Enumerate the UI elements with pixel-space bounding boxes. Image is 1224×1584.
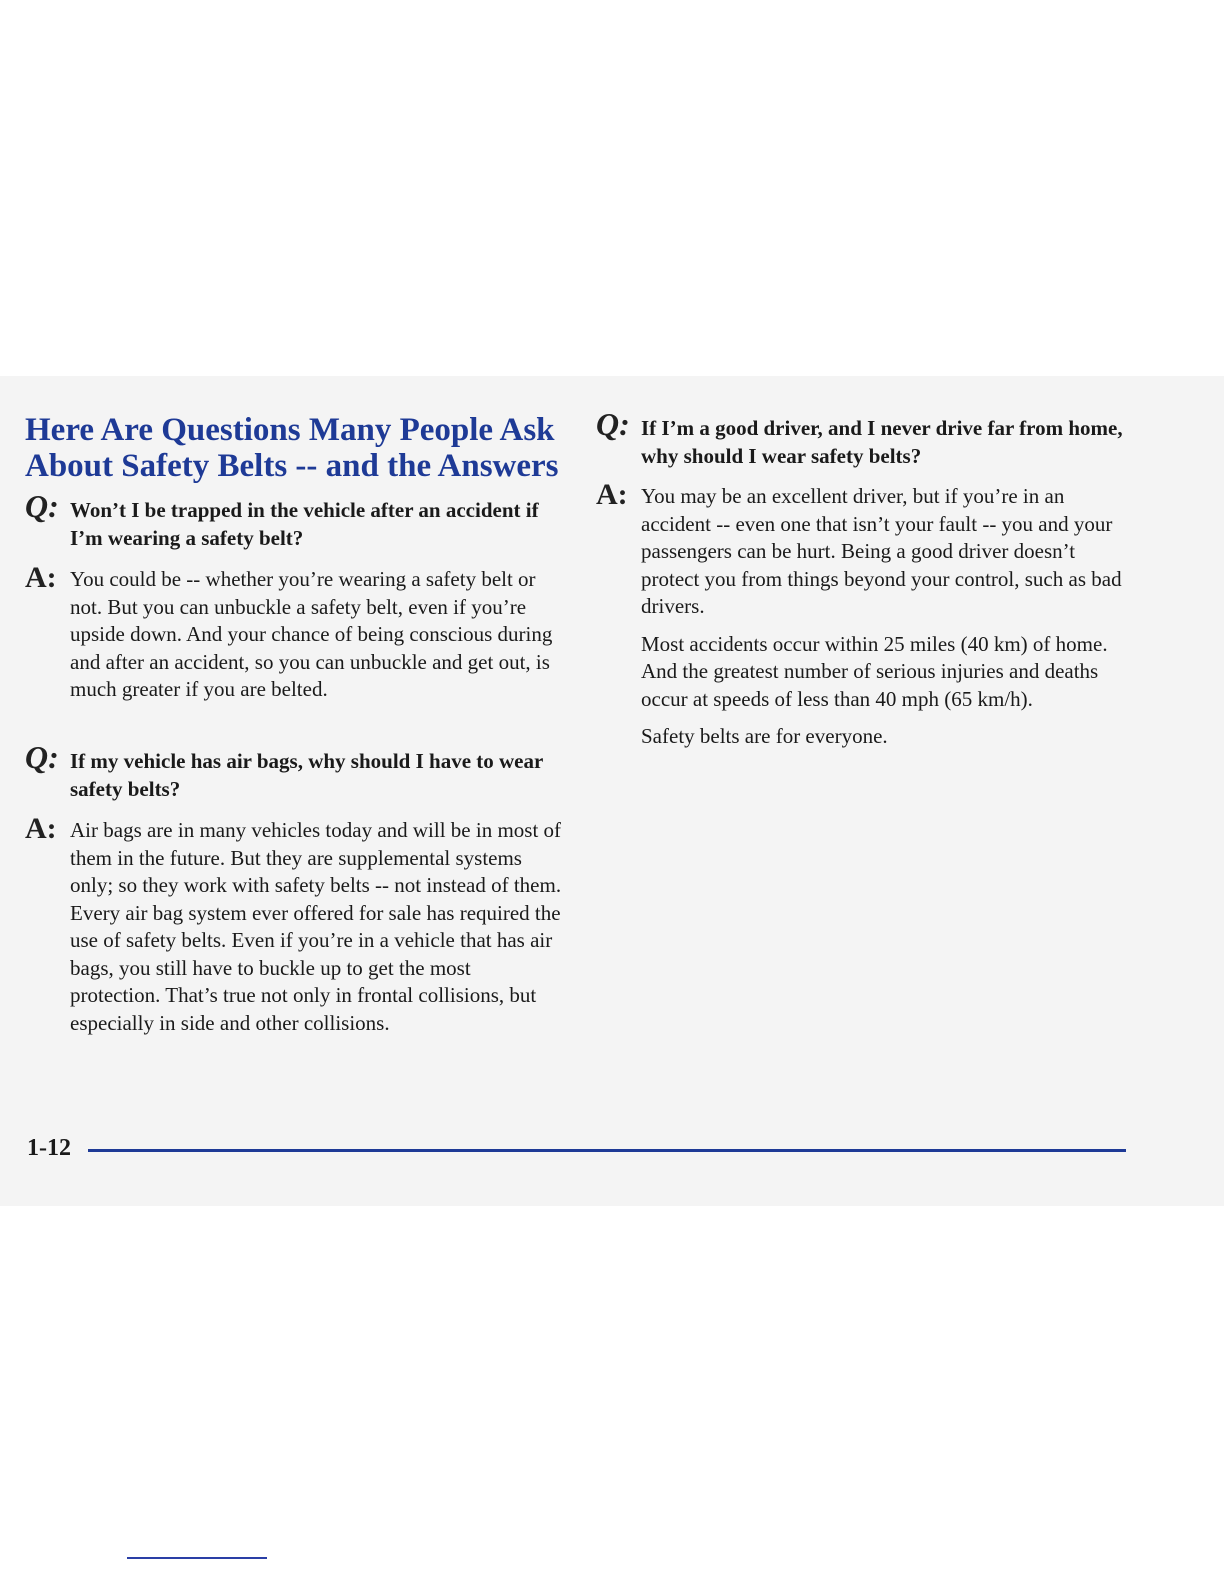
answer-marker: A: — [25, 561, 57, 594]
answer-paragraph: You could be -- whether you’re wearing a safety belt or not. But you can unbuckle a safety belt, even if you’re upside down. And your chance of being conscious during and after an accident, so you can unbuckle and get out, is much greater if you are belted. — [70, 567, 553, 701]
question-text: If my vehicle has air bags, why should I have to wear safety belts? — [70, 749, 543, 801]
answer-paragraph: Most accidents occur within 25 miles (40 km) of home. And the greatest number of serious injuries and deaths occur at speeds of less than 40 mph (65 km/h). — [641, 631, 1108, 711]
question-text: If I’m a good driver, and I never drive far from home, why should I wear safety belts? — [641, 416, 1123, 468]
answer-paragraph: Safety belts are for everyone. — [641, 724, 888, 748]
answer-marker: A: — [25, 812, 57, 845]
answer-3 — [596, 478, 1136, 761]
question-marker: Q: — [25, 739, 59, 775]
title-line-2: About Safety Belts -- and the Answers — [25, 448, 559, 484]
answer-paragraph: You may be an excellent driver, but if you’re in an accident -- even one that isn’t your fault -- you and your passengers can be hurt. Being a good driver doesn’t protect you from things beyond your control, such as bad drivers. — [641, 484, 1122, 618]
question-marker: Q: — [596, 406, 630, 442]
answer-2 — [25, 812, 565, 1047]
answer-1 — [25, 561, 565, 714]
title-line-1: Here Are Questions Many People Ask — [25, 412, 555, 448]
qa-item-3 — [596, 406, 1136, 470]
qa-item-1 — [25, 488, 565, 552]
question-text: Won’t I be trapped in the vehicle after an accident if I’m wearing a safety belt? — [70, 498, 539, 550]
answer-paragraph: Air bags are in many vehicles today and will be in most of them in the future. But they are supplemental systems only; so they work with safety belts -- not instead of them. Every air bag system ever offered for sale has required the use of safety belts. Even if you’re in a vehicle that has air bags, you still have to buckle up to get the most protection. That’s true not only in frontal collisions, but especially in side and other collisions. — [70, 818, 562, 1035]
bottom-divider — [127, 1557, 267, 1559]
page-number: 1-12 — [27, 1135, 71, 1161]
qa-item-2 — [25, 739, 565, 803]
answer-marker: A: — [596, 478, 628, 511]
page-title — [25, 412, 559, 484]
question-marker: Q: — [25, 488, 59, 524]
footer-rule — [88, 1149, 1126, 1152]
page-content — [0, 376, 1224, 1206]
